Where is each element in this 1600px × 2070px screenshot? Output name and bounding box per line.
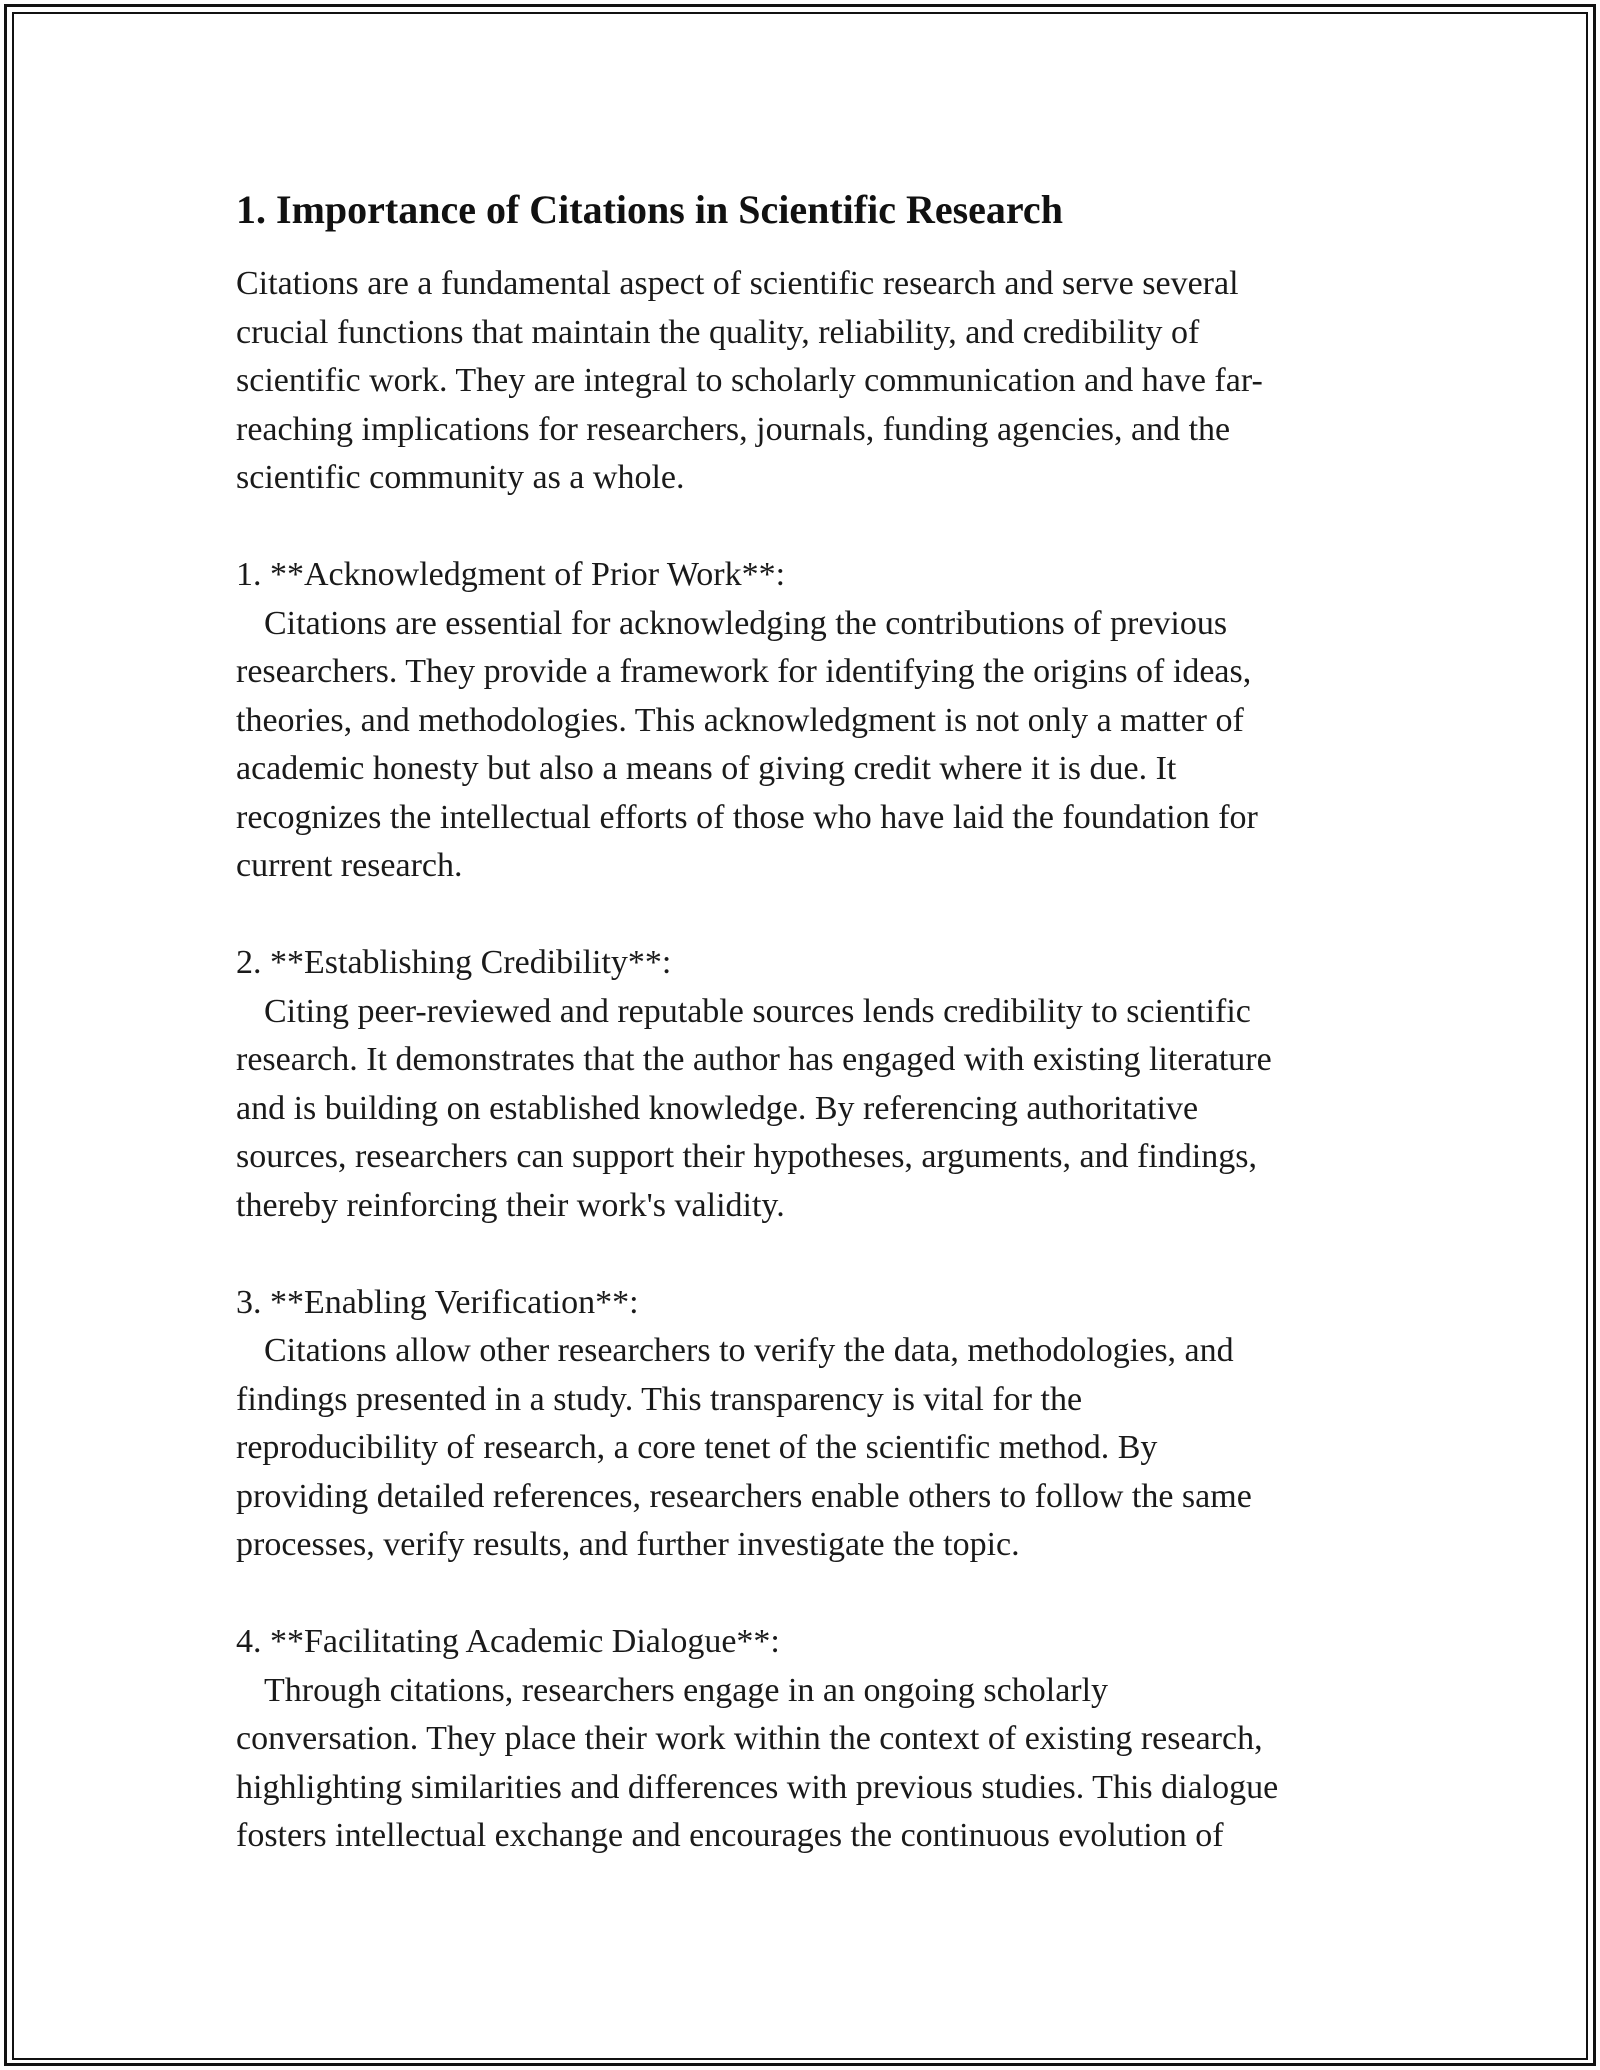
list-item-text: Citing peer-reviewed and reputable sources lends credibility to scientific research. It demonstrates that the author has engaged with existing literature and is building on established knowledge. By referencing authoritative sources, researchers can support their hypotheses, arguments, and findings, thereby reinforcing their work's validity. — [236, 992, 1272, 1224]
list-item-body — [236, 1327, 1376, 1570]
paragraph-gap — [236, 503, 1376, 552]
list-item-text: Citations allow other researchers to verify the data, methodologies, and findings presented in a study. This transparency is vital for the reproducibility of research, a core tenet of the scientific method. By providing detailed references, researchers enable others to follow the same processes, verify results, and further investigate the topic. — [236, 1332, 1252, 1563]
list-item-title: 2. **Establishing Credibility**: — [236, 944, 672, 981]
paragraph-gap — [236, 1230, 1376, 1279]
document-page — [236, 186, 1376, 1861]
paragraph-gap — [236, 891, 1376, 940]
list-item — [236, 1279, 1376, 1570]
list-item — [236, 939, 1376, 1230]
list-item-text: Through citations, researchers engage in an ongoing scholarly conversation. They place their work within the context of existing research, highlighting similarities and differences with previous studies. This dialogue fosters intellectual exchange and encourages the continuous evolution of — [236, 1671, 1279, 1854]
list-item-title: 3. **Enabling Verification**: — [236, 1283, 639, 1321]
list-item-body — [236, 600, 1376, 891]
list-item-title: 1. **Acknowledgment of Prior Work**: — [236, 556, 786, 593]
intro-paragraph: Citations are a fundamental aspect of scientific research and serve several crucial functions that maintain the quality, reliability, and credibility of scientific work. They are integral to scholarly communication and have far- reaching implications for researchers, journals, funding agencies, and the scientific community as a whole. — [236, 265, 1263, 496]
paragraph-gap — [236, 1570, 1376, 1619]
list-item-text: Citations are essential for acknowledging the contributions of previous researchers. They provide a framework for identifying the origins of ideas, theories, and methodologies. This acknowledgment is not only a matter of academic honesty but also a means of giving credit where it is due. It recognizes the intellectual efforts of those who have laid the foundation for current research. — [236, 604, 1258, 884]
list-item-body — [236, 1667, 1376, 1861]
list-item-body — [236, 988, 1376, 1231]
list-item — [236, 1618, 1376, 1861]
list-item — [236, 551, 1376, 891]
list-item-title: 4. **Facilitating Academic Dialogue**: — [236, 1623, 780, 1660]
section-heading: 1. Importance of Citations in Scientific Research — [236, 187, 1063, 232]
